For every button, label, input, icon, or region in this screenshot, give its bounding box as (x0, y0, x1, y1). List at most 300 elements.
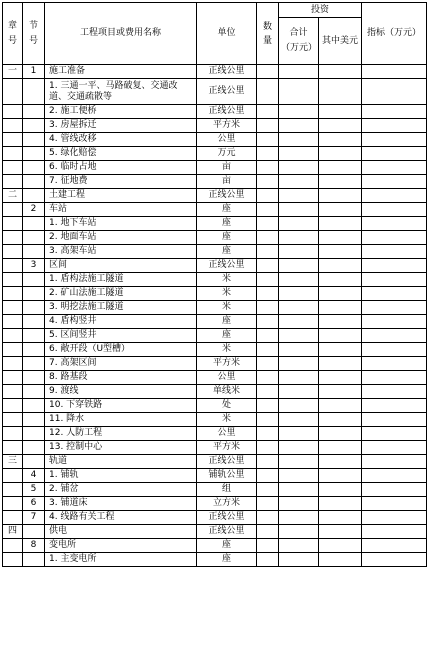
table-row (3, 79, 427, 105)
foreign-cell (319, 65, 362, 79)
qty-cell (257, 399, 279, 413)
total-cell (279, 147, 319, 161)
total-cell (279, 245, 319, 259)
jie-cell: 6 (23, 497, 45, 511)
index-cell (362, 301, 427, 315)
name-cell: 13. 控制中心 (45, 441, 197, 455)
header-name: 工程项目或费用名称 (45, 3, 197, 65)
qty-cell (257, 329, 279, 343)
index-cell (362, 287, 427, 301)
qty-cell (257, 413, 279, 427)
name-cell: 变电所 (45, 539, 197, 553)
name-cell: 3. 铺道床 (45, 497, 197, 511)
unit-cell: 正线公里 (197, 511, 257, 525)
zhang-cell (3, 147, 23, 161)
unit-cell: 处 (197, 399, 257, 413)
foreign-cell (319, 273, 362, 287)
total-cell (279, 329, 319, 343)
table-row (3, 175, 427, 189)
foreign-cell (319, 79, 362, 105)
total-cell (279, 427, 319, 441)
table-row (3, 231, 427, 245)
name-cell: 7. 征地费 (45, 175, 197, 189)
foreign-cell (319, 161, 362, 175)
jie-cell (23, 315, 45, 329)
foreign-cell (319, 511, 362, 525)
unit-cell: 平方米 (197, 357, 257, 371)
name-cell: 6. 敞开段（U型槽） (45, 343, 197, 357)
index-cell (362, 399, 427, 413)
table-row (3, 357, 427, 371)
qty-cell (257, 553, 279, 567)
unit-cell: 正线公里 (197, 65, 257, 79)
foreign-cell (319, 133, 362, 147)
unit-cell: 正线公里 (197, 105, 257, 119)
foreign-cell (319, 329, 362, 343)
foreign-cell (319, 371, 362, 385)
zhang-cell (3, 231, 23, 245)
jie-cell (23, 119, 45, 133)
index-cell (362, 133, 427, 147)
qty-cell (257, 301, 279, 315)
unit-cell: 米 (197, 273, 257, 287)
unit-cell: 组 (197, 483, 257, 497)
zhang-cell (3, 357, 23, 371)
name-cell: 3. 明挖法施工隧道 (45, 301, 197, 315)
unit-cell: 米 (197, 301, 257, 315)
zhang-cell (3, 413, 23, 427)
index-cell (362, 553, 427, 567)
name-cell: 7. 高架区间 (45, 357, 197, 371)
zhang-cell (3, 553, 23, 567)
unit-cell: 亩 (197, 161, 257, 175)
qty-cell (257, 539, 279, 553)
index-cell (362, 329, 427, 343)
qty-cell (257, 525, 279, 539)
name-cell: 供电 (45, 525, 197, 539)
table-row (3, 441, 427, 455)
unit-cell: 立方米 (197, 497, 257, 511)
unit-cell: 正线公里 (197, 525, 257, 539)
table-row (3, 385, 427, 399)
table-row (3, 329, 427, 343)
total-cell (279, 413, 319, 427)
name-cell: 11. 降水 (45, 413, 197, 427)
zhang-cell (3, 315, 23, 329)
unit-cell: 座 (197, 231, 257, 245)
foreign-cell (319, 441, 362, 455)
unit-cell: 公里 (197, 371, 257, 385)
jie-cell: 4 (23, 469, 45, 483)
jie-cell: 1 (23, 65, 45, 79)
jie-cell (23, 133, 45, 147)
foreign-cell (319, 245, 362, 259)
total-cell (279, 497, 319, 511)
foreign-cell (319, 497, 362, 511)
name-cell: 4. 线路有关工程 (45, 511, 197, 525)
table-row (3, 287, 427, 301)
foreign-cell (319, 203, 362, 217)
jie-cell (23, 357, 45, 371)
jie-cell (23, 525, 45, 539)
total-cell (279, 357, 319, 371)
qty-cell (257, 357, 279, 371)
name-cell: 5. 区间竖井 (45, 329, 197, 343)
total-cell (279, 161, 319, 175)
jie-cell (23, 287, 45, 301)
unit-cell: 座 (197, 217, 257, 231)
index-cell (362, 259, 427, 273)
foreign-cell (319, 553, 362, 567)
qty-cell (257, 455, 279, 469)
qty-cell (257, 483, 279, 497)
index-cell (362, 483, 427, 497)
table-row (3, 65, 427, 79)
index-cell (362, 357, 427, 371)
zhang-cell (3, 441, 23, 455)
index-cell (362, 161, 427, 175)
name-cell: 12. 人防工程 (45, 427, 197, 441)
qty-cell (257, 273, 279, 287)
table-row (3, 315, 427, 329)
jie-cell (23, 413, 45, 427)
qty-cell (257, 259, 279, 273)
zhang-cell (3, 399, 23, 413)
name-cell: 4. 管线改移 (45, 133, 197, 147)
table-row (3, 203, 427, 217)
unit-cell: 座 (197, 203, 257, 217)
header-total: 合计（万元） (279, 18, 319, 65)
index-cell (362, 427, 427, 441)
unit-cell: 座 (197, 245, 257, 259)
total-cell (279, 455, 319, 469)
jie-cell (23, 175, 45, 189)
zhang-cell (3, 329, 23, 343)
name-cell: 2. 施工便桥 (45, 105, 197, 119)
qty-cell (257, 105, 279, 119)
qty-cell (257, 497, 279, 511)
cost-table (2, 2, 427, 567)
qty-cell (257, 119, 279, 133)
total-cell (279, 441, 319, 455)
total-cell (279, 525, 319, 539)
qty-cell (257, 189, 279, 203)
jie-cell (23, 301, 45, 315)
jie-cell (23, 147, 45, 161)
unit-cell: 亩 (197, 175, 257, 189)
total-cell (279, 343, 319, 357)
index-cell (362, 175, 427, 189)
jie-cell (23, 343, 45, 357)
jie-cell (23, 161, 45, 175)
table-row (3, 497, 427, 511)
foreign-cell (319, 105, 362, 119)
zhang-cell (3, 79, 23, 105)
foreign-cell (319, 455, 362, 469)
foreign-cell (319, 189, 362, 203)
qty-cell (257, 469, 279, 483)
total-cell (279, 65, 319, 79)
unit-cell: 正线公里 (197, 455, 257, 469)
unit-cell: 正线公里 (197, 189, 257, 203)
name-cell: 1. 盾构法施工隧道 (45, 273, 197, 287)
qty-cell (257, 511, 279, 525)
zhang-cell (3, 371, 23, 385)
table-row (3, 245, 427, 259)
total-cell (279, 287, 319, 301)
zhang-cell: 一 (3, 65, 23, 79)
table-row (3, 259, 427, 273)
unit-cell: 座 (197, 539, 257, 553)
name-cell: 2. 矿山法施工隧道 (45, 287, 197, 301)
zhang-cell (3, 287, 23, 301)
header-unit: 单位 (197, 3, 257, 65)
foreign-cell (319, 259, 362, 273)
name-cell: 施工准备 (45, 65, 197, 79)
unit-cell: 座 (197, 329, 257, 343)
index-cell (362, 147, 427, 161)
table-row (3, 371, 427, 385)
qty-cell (257, 217, 279, 231)
index-cell (362, 343, 427, 357)
foreign-cell (319, 315, 362, 329)
foreign-cell (319, 119, 362, 133)
name-cell: 轨道 (45, 455, 197, 469)
qty-cell (257, 147, 279, 161)
jie-cell (23, 455, 45, 469)
total-cell (279, 273, 319, 287)
zhang-cell: 三 (3, 455, 23, 469)
zhang-cell (3, 119, 23, 133)
unit-cell: 平方米 (197, 441, 257, 455)
index-cell (362, 315, 427, 329)
qty-cell (257, 175, 279, 189)
qty-cell (257, 385, 279, 399)
foreign-cell (319, 469, 362, 483)
foreign-cell (319, 217, 362, 231)
table-row (3, 553, 427, 567)
index-cell (362, 497, 427, 511)
jie-cell (23, 553, 45, 567)
total-cell (279, 385, 319, 399)
index-cell (362, 385, 427, 399)
unit-cell: 座 (197, 553, 257, 567)
name-cell: 3. 高架车站 (45, 245, 197, 259)
table-row (3, 147, 427, 161)
index-cell (362, 525, 427, 539)
index-cell (362, 245, 427, 259)
jie-cell (23, 371, 45, 385)
total-cell (279, 315, 319, 329)
name-cell: 2. 地面车站 (45, 231, 197, 245)
total-cell (279, 259, 319, 273)
foreign-cell (319, 399, 362, 413)
unit-cell: 正线公里 (197, 79, 257, 105)
table-row (3, 273, 427, 287)
zhang-cell (3, 259, 23, 273)
name-cell: 5. 绿化赔偿 (45, 147, 197, 161)
name-cell: 2. 铺岔 (45, 483, 197, 497)
name-cell: 8. 路基段 (45, 371, 197, 385)
zhang-cell (3, 161, 23, 175)
foreign-cell (319, 343, 362, 357)
zhang-cell: 四 (3, 525, 23, 539)
zhang-cell (3, 539, 23, 553)
foreign-cell (319, 147, 362, 161)
unit-cell: 铺轨公里 (197, 469, 257, 483)
foreign-cell (319, 525, 362, 539)
total-cell (279, 483, 319, 497)
index-cell (362, 469, 427, 483)
jie-cell: 5 (23, 483, 45, 497)
header-zhang: 章号 (3, 3, 23, 65)
unit-cell: 正线公里 (197, 259, 257, 273)
name-cell: 1. 铺轨 (45, 469, 197, 483)
zhang-cell (3, 469, 23, 483)
unit-cell: 米 (197, 413, 257, 427)
unit-cell: 公里 (197, 427, 257, 441)
header-invest: 投资 (279, 3, 362, 18)
table-row (3, 399, 427, 413)
unit-cell: 座 (197, 315, 257, 329)
index-cell (362, 455, 427, 469)
index-cell (362, 231, 427, 245)
qty-cell (257, 65, 279, 79)
jie-cell: 2 (23, 203, 45, 217)
zhang-cell: 二 (3, 189, 23, 203)
table-row (3, 189, 427, 203)
jie-cell (23, 231, 45, 245)
foreign-cell (319, 287, 362, 301)
qty-cell (257, 245, 279, 259)
unit-cell: 公里 (197, 133, 257, 147)
total-cell (279, 105, 319, 119)
name-cell: 1. 三通一平、马路破复、交通改道、交通疏散等 (45, 79, 197, 105)
unit-cell: 万元 (197, 147, 257, 161)
zhang-cell (3, 245, 23, 259)
foreign-cell (319, 357, 362, 371)
index-cell (362, 119, 427, 133)
table-row (3, 511, 427, 525)
index-cell (362, 189, 427, 203)
name-cell: 10. 下穿铁路 (45, 399, 197, 413)
jie-cell (23, 399, 45, 413)
total-cell (279, 301, 319, 315)
foreign-cell (319, 231, 362, 245)
foreign-cell (319, 175, 362, 189)
index-cell (362, 105, 427, 119)
name-cell: 1. 主变电所 (45, 553, 197, 567)
index-cell (362, 441, 427, 455)
total-cell (279, 371, 319, 385)
index-cell (362, 203, 427, 217)
index-cell (362, 65, 427, 79)
header-qty: 数量 (257, 3, 279, 65)
table-row (3, 427, 427, 441)
index-cell (362, 371, 427, 385)
jie-cell (23, 189, 45, 203)
total-cell (279, 399, 319, 413)
unit-cell: 米 (197, 287, 257, 301)
name-cell: 车站 (45, 203, 197, 217)
index-cell (362, 413, 427, 427)
name-cell: 1. 地下车站 (45, 217, 197, 231)
total-cell (279, 539, 319, 553)
foreign-cell (319, 385, 362, 399)
qty-cell (257, 427, 279, 441)
zhang-cell (3, 483, 23, 497)
zhang-cell (3, 301, 23, 315)
jie-cell (23, 441, 45, 455)
table-row (3, 483, 427, 497)
cost-table-sheet (2, 2, 426, 666)
zhang-cell (3, 497, 23, 511)
name-cell: 土建工程 (45, 189, 197, 203)
total-cell (279, 231, 319, 245)
qty-cell (257, 287, 279, 301)
jie-cell (23, 273, 45, 287)
total-cell (279, 511, 319, 525)
jie-cell (23, 329, 45, 343)
jie-cell (23, 79, 45, 105)
table-row (3, 455, 427, 469)
jie-cell: 7 (23, 511, 45, 525)
total-cell (279, 553, 319, 567)
jie-cell (23, 385, 45, 399)
table-row (3, 301, 427, 315)
zhang-cell (3, 385, 23, 399)
qty-cell (257, 79, 279, 105)
total-cell (279, 133, 319, 147)
zhang-cell (3, 133, 23, 147)
zhang-cell (3, 343, 23, 357)
table-row (3, 119, 427, 133)
index-cell (362, 79, 427, 105)
total-cell (279, 79, 319, 105)
zhang-cell (3, 427, 23, 441)
zhang-cell (3, 203, 23, 217)
jie-cell (23, 427, 45, 441)
total-cell (279, 217, 319, 231)
name-cell: 9. 渡线 (45, 385, 197, 399)
index-cell (362, 273, 427, 287)
total-cell (279, 175, 319, 189)
qty-cell (257, 231, 279, 245)
header-index: 指标（万元） (362, 3, 427, 65)
qty-cell (257, 343, 279, 357)
table-row (3, 525, 427, 539)
jie-cell: 8 (23, 539, 45, 553)
total-cell (279, 189, 319, 203)
table-row (3, 105, 427, 119)
zhang-cell (3, 511, 23, 525)
table-row (3, 217, 427, 231)
zhang-cell (3, 217, 23, 231)
qty-cell (257, 203, 279, 217)
total-cell (279, 203, 319, 217)
zhang-cell (3, 175, 23, 189)
foreign-cell (319, 413, 362, 427)
header-foreign: 其中美元 (319, 18, 362, 65)
unit-cell: 米 (197, 343, 257, 357)
jie-cell (23, 105, 45, 119)
table-row (3, 539, 427, 553)
qty-cell (257, 371, 279, 385)
qty-cell (257, 133, 279, 147)
jie-cell: 3 (23, 259, 45, 273)
total-cell (279, 119, 319, 133)
zhang-cell (3, 105, 23, 119)
